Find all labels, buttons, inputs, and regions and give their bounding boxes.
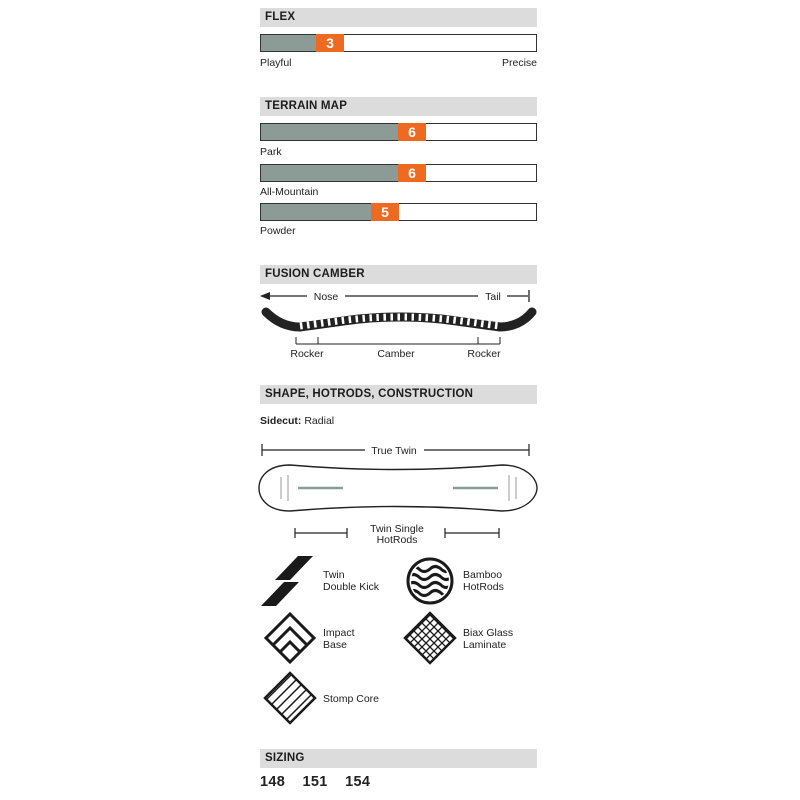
rocker-left-label: Rocker: [290, 348, 324, 360]
feature-line1: Biax Glass: [463, 627, 514, 639]
sidecut-key: Sidecut:: [260, 415, 302, 427]
true-twin-label: True Twin: [371, 445, 417, 457]
hotrods-label-line1: Twin Single: [370, 523, 424, 535]
rocker-right-label: Rocker: [467, 348, 501, 360]
bamboo-hotrods-icon: [408, 559, 452, 603]
hotrods-label-line2: HotRods: [376, 534, 418, 546]
terrain-value: 5: [371, 203, 399, 221]
nose-label: Nose: [313, 291, 339, 303]
feature-line1: Bamboo: [463, 569, 503, 581]
stomp-core-icon: [248, 662, 330, 732]
feature-line1: Stomp Core: [323, 693, 380, 705]
feature-line2: Base: [323, 639, 347, 651]
flex-value: 3: [316, 34, 344, 52]
size-option: 148: [260, 774, 286, 790]
size-list: [260, 773, 383, 791]
camber-label: Camber: [377, 348, 415, 360]
double-kick-icon: [261, 556, 313, 606]
terrain-value: 6: [398, 123, 426, 141]
terrain-label-all-mountain: All-Mountain: [260, 186, 319, 198]
impact-base-icon: [266, 614, 314, 662]
terrain-header: TERRAIN MAP: [260, 97, 537, 116]
flex-header: FLEX: [260, 8, 537, 27]
terrain-value: 6: [398, 164, 426, 182]
tail-label: Tail: [485, 291, 501, 303]
shape-header: SHAPE, HOTRODS, CONSTRUCTION: [260, 385, 537, 404]
terrain-label-park: Park: [260, 146, 282, 158]
feature-line2: Laminate: [463, 639, 507, 651]
sidecut-value: Radial: [304, 415, 335, 427]
feature-line2: Double Kick: [323, 581, 380, 593]
flex-max-label: Precise: [501, 57, 537, 69]
sizing-header: SIZING: [260, 749, 537, 768]
terrain-label-powder: Powder: [260, 225, 296, 237]
flex-min-label: Playful: [260, 57, 292, 69]
camber-header: FUSION CAMBER: [260, 265, 537, 284]
feature-line2: HotRods: [463, 581, 504, 593]
feature-line1: Twin: [323, 569, 345, 581]
size-option: 154: [345, 774, 371, 790]
size-option: 151: [302, 774, 328, 790]
feature-line1: Impact: [323, 627, 355, 639]
